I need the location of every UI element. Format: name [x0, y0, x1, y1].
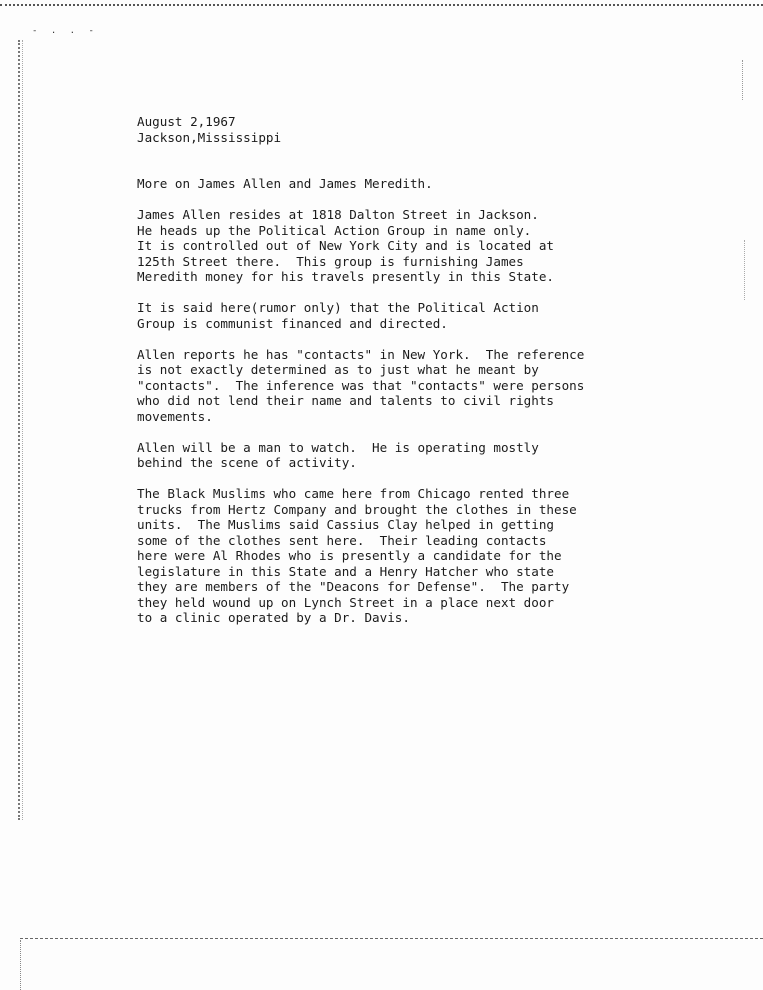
paragraph-line: 125th Street there. This group is furnishing James	[137, 253, 524, 269]
scan-right-specks	[742, 60, 746, 100]
paragraph-line: Allen will be a man to watch. He is operating mostly	[137, 439, 539, 455]
paragraph-line: movements.	[137, 408, 213, 424]
paragraph-line: some of the clothes sent here. Their leading contacts	[137, 532, 547, 548]
paragraph-line: It is controlled out of New York City and is located at	[137, 238, 555, 253]
paragraph-black-muslims	[137, 486, 667, 626]
paragraph-rumor	[137, 300, 667, 331]
paragraph-line: He heads up the Political Action Group in name only.	[137, 222, 532, 238]
scan-top-marks: - . . -	[32, 26, 98, 36]
paragraph-line: legislature in this State and a Henry Hatcher who state	[137, 563, 555, 579]
paragraph-line: It is said here(rumor only) that the Political Action	[137, 300, 539, 315]
memo-body	[137, 114, 667, 641]
paragraph-line: to a clinic operated by a Dr. Davis.	[137, 610, 410, 625]
paragraph-line: they are members of the "Deacons for Defense". The party	[137, 579, 570, 594]
paragraph-line: units. The Muslims said Cassius Clay helped in getting	[137, 517, 555, 532]
paragraph-line: here were Al Rhodes who is presently a candidate for the	[137, 548, 562, 563]
memo-place: Jackson,Mississippi	[137, 129, 282, 145]
memo-date: August 2,1967	[137, 114, 236, 129]
scan-top-edge	[0, 0, 763, 6]
scan-right-specks-lower	[744, 240, 748, 300]
paragraph-line: James Allen resides at 1818 Dalton Street in Jackson.	[137, 207, 539, 222]
paragraph-line: behind the scene of activity.	[137, 455, 357, 470]
paragraph-line: is not exactly determined as to just what he meant by	[137, 362, 539, 377]
paragraph-subject	[137, 176, 667, 192]
scan-bottom-edge	[20, 938, 763, 941]
paragraph-line: Group is communist financed and directed.	[137, 315, 448, 331]
paragraph-line: trucks from Hertz Company and brought the clothes in these	[137, 501, 577, 517]
paragraph-line: Meredith money for his travels presently in this State.	[137, 269, 555, 284]
paragraph-line: Allen reports he has "contacts" in New York. The reference	[137, 346, 585, 362]
paragraph-line: More on James Allen and James Meredith.	[137, 176, 433, 191]
paragraph-watch	[137, 440, 667, 471]
memo-header	[137, 114, 667, 145]
scan-bottom-left-edge	[20, 940, 22, 990]
paragraph-line: The Black Muslims who came here from Chicago rented three	[137, 486, 570, 501]
paragraph-line: they held wound up on Lynch Street in a place next door	[137, 594, 555, 610]
scan-left-edge-inner	[22, 40, 24, 820]
paragraph-line: "contacts". The inference was that "contacts" were persons	[137, 377, 585, 393]
paragraph-contacts	[137, 347, 667, 425]
paragraph-line: who did not lend their name and talents to civil rights	[137, 393, 555, 408]
paragraph-allen-residence	[137, 207, 667, 285]
